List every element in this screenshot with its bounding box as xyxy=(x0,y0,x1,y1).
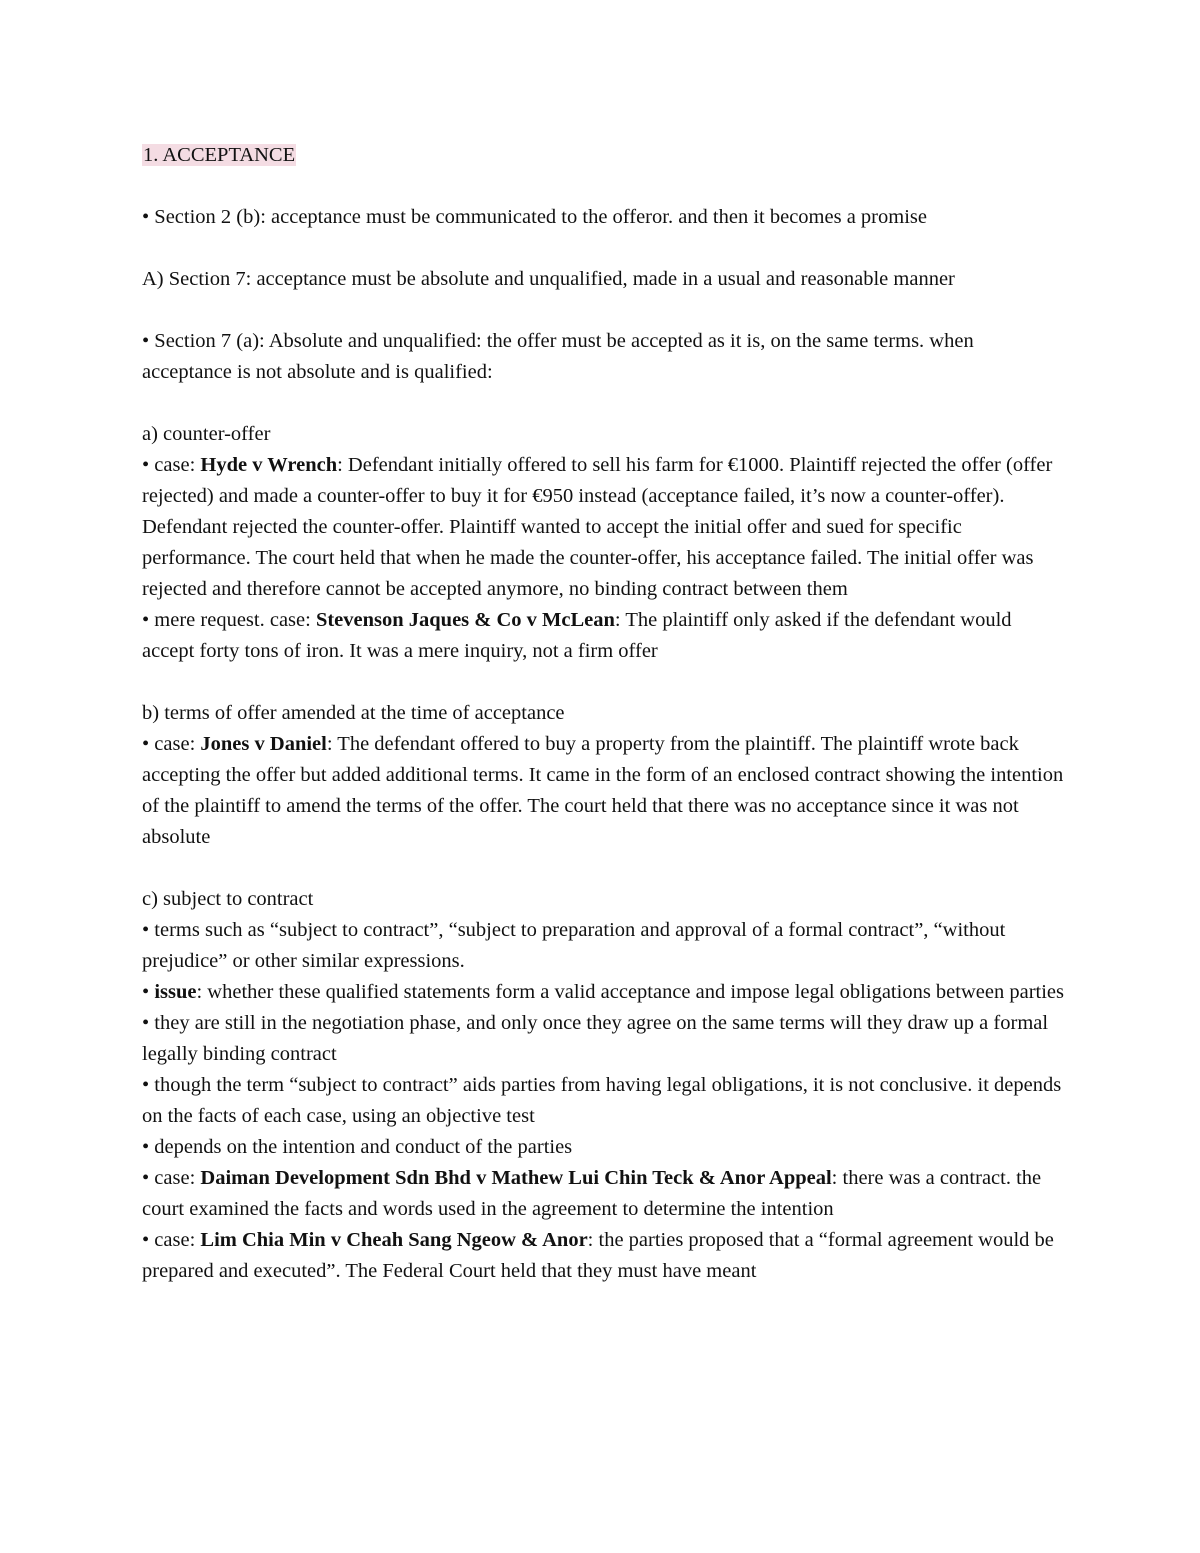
heading-highlight: 1. ACCEPTANCE xyxy=(143,144,296,166)
paragraph-section-2b: • Section 2 (b): acceptance must be communicated to the offeror. and then it becomes a promise xyxy=(142,206,927,228)
bullet-terms-such-as: • terms such as “subject to contract”, “subject to preparation and approval of a formal contract”, “without prejudice” or other similar expressions. xyxy=(142,919,1006,972)
bullet-hyde-v-wrench: • case: Hyde v Wrench: Defendant initially offered to sell his farm for €1000. Plaintiff rejected the offer (offer rejected) and made a counter-offer to buy it for €950 instead (acceptance failed, it’s now a counter-offer). Defendant rejected the counter-offer. Plaintiff wanted to accept the initial offer and sued for specific performance. The court held that when he made the counter-offer, his acceptance failed. The initial offer was rejected and therefore cannot be accepted anymore, no binding contract between them xyxy=(142,454,1053,600)
bullet-daiman-development: • case: Daiman Development Sdn Bhd v Mathew Lui Chin Teck & Anor Appeal: there was a contract. the court examined the facts and words used in the agreement to determine the intention xyxy=(142,1167,1042,1220)
case-name: Daiman Development Sdn Bhd v Mathew Lui Chin Teck & Anor Appeal xyxy=(200,1167,832,1189)
bullet-not-conclusive: • though the term “subject to contract” aids parties from having legal obligations, it is not conclusive. it depends on the facts of each case, using an objective test xyxy=(142,1074,1062,1127)
document-page xyxy=(142,140,1067,1287)
paragraph-section-7: A) Section 7: acceptance must be absolute and unqualified, made in a usual and reasonable manner xyxy=(142,268,955,290)
case-name: Hyde v Wrench xyxy=(200,454,338,476)
subheading-terms-amended: b) terms of offer amended at the time of acceptance xyxy=(142,702,565,724)
bullet-intention-conduct: • depends on the intention and conduct of the parties xyxy=(142,1136,573,1158)
subheading-subject-to-contract: c) subject to contract xyxy=(142,888,314,910)
section-heading xyxy=(142,140,1067,171)
subheading-counter-offer: a) counter-offer xyxy=(142,423,271,445)
bullet-jones-v-daniel: • case: Jones v Daniel: The defendant offered to buy a property from the plaintiff. The plaintiff wrote back accepting the offer but added additional terms. It came in the form of an enclosed contract showing the intention of the plaintiff to amend the terms of the offer. The court held that there was no acceptance since it was not absolute xyxy=(142,733,1064,848)
bullet-negotiation-phase: • they are still in the negotiation phase, and only once they agree on the same terms will they draw up a formal legally binding contract xyxy=(142,1012,1049,1065)
bullet-lim-chia-min: • case: Lim Chia Min v Cheah Sang Ngeow & Anor: the parties proposed that a “formal agreement would be prepared and executed”. The Federal Court held that they must have meant xyxy=(142,1229,1054,1282)
bullet-issue: • issue: whether these qualified statements form a valid acceptance and impose legal obligations between parties xyxy=(142,981,1064,1003)
case-name: Jones v Daniel xyxy=(200,733,327,755)
paragraph-section-7a: • Section 7 (a): Absolute and unqualified: the offer must be accepted as it is, on the same terms. when acceptance is not absolute and is qualified: xyxy=(142,330,974,383)
bullet-stevenson-jaques: • mere request. case: Stevenson Jaques & Co v McLean: The plaintiff only asked if the defendant would accept forty tons of iron. It was a mere inquiry, not a firm offer xyxy=(142,609,1012,662)
issue-label: issue xyxy=(154,981,197,1003)
case-name: Stevenson Jaques & Co v McLean xyxy=(315,609,615,631)
case-name: Lim Chia Min v Cheah Sang Ngeow & Anor xyxy=(200,1229,588,1251)
